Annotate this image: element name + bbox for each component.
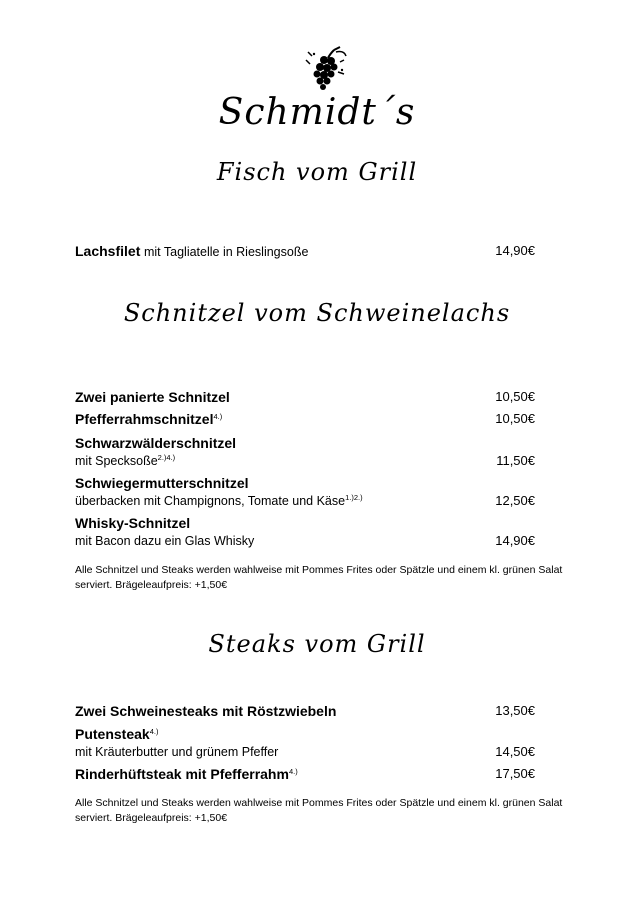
item-price: 10,50€	[495, 411, 535, 426]
item-name: Putensteak	[75, 726, 150, 742]
allergen-note: 4.)	[213, 412, 223, 421]
item-name: Zwei panierte Schnitzel	[75, 389, 230, 405]
restaurant-name: Schmidt´s	[218, 92, 416, 133]
item-price: 14,50€	[495, 744, 535, 759]
item-name: Lachsfilet	[75, 243, 141, 259]
item-price: 11,50€	[496, 453, 535, 468]
item-description: mit Specksoße	[75, 454, 158, 468]
item-name: Schwarzwälderschnitzel	[75, 435, 237, 451]
item-description: mit Tagliatelle in Rieslingsoße	[143, 245, 309, 259]
item-price: 17,50€	[495, 766, 535, 781]
menu-item-rinderhueftsteak	[75, 766, 535, 783]
item-name: Rinderhüftsteak mit Pfefferrahm	[75, 766, 289, 782]
item-price: 12,50€	[495, 493, 535, 508]
item-price: 10,50€	[495, 389, 535, 404]
item-name: Zwei Schweinesteaks mit Röstzwiebeln	[75, 703, 337, 719]
menu-item-schwiegermutterschnitzel	[75, 475, 535, 509]
item-name: Whisky-Schnitzel	[75, 515, 191, 531]
section-heading-steaks: Steaks vom Grill	[208, 630, 426, 658]
item-name: Schwiegermutterschnitzel	[75, 475, 249, 491]
allergen-note: 4.)	[149, 727, 159, 736]
item-price: 14,90€	[495, 243, 535, 258]
menu-item-schwarzwaelderschnitzel	[75, 435, 535, 469]
item-name: Pfefferrahmschnitzel	[75, 411, 214, 427]
item-description: überbacken mit Champignons, Tomate und Käse	[75, 494, 346, 508]
allergen-note: 1.)2.)	[345, 493, 363, 502]
grape-logo-icon	[300, 46, 350, 94]
menu-item-zwei-panierte-schnitzel	[75, 389, 535, 406]
menu-item-putensteak	[75, 726, 535, 760]
menu-item-schweinesteaks	[75, 703, 535, 720]
allergen-note: 2.)4.)	[157, 453, 176, 462]
section-heading-schnitzel: Schnitzel vom Schweinelachs	[123, 299, 511, 327]
item-description: mit Kräuterbutter und grünem Pfeffer	[75, 745, 279, 759]
item-description: mit Bacon dazu ein Glas Whisky	[75, 534, 255, 548]
side-dish-note: Alle Schnitzel und Steaks werden wahlweise mit Pommes Frites oder Spätzle und einem kl. grünen Salat serviert. Brägeleaufpreis: +1,50€	[75, 564, 563, 591]
allergen-note: 4.)	[288, 767, 298, 776]
menu-item-whisky-schnitzel	[75, 515, 535, 549]
item-price: 14,90€	[495, 533, 535, 548]
side-dish-note: Alle Schnitzel und Steaks werden wahlweise mit Pommes Frites oder Spätzle und einem kl. grünen Salat serviert. Brägeleaufpreis: +1,50€	[75, 797, 563, 824]
item-price: 13,50€	[495, 703, 535, 718]
menu-item-pfefferrahmschnitzel	[75, 411, 535, 428]
section-heading-fisch: Fisch vom Grill	[216, 158, 418, 186]
menu-item-lachsfilet	[75, 243, 535, 260]
